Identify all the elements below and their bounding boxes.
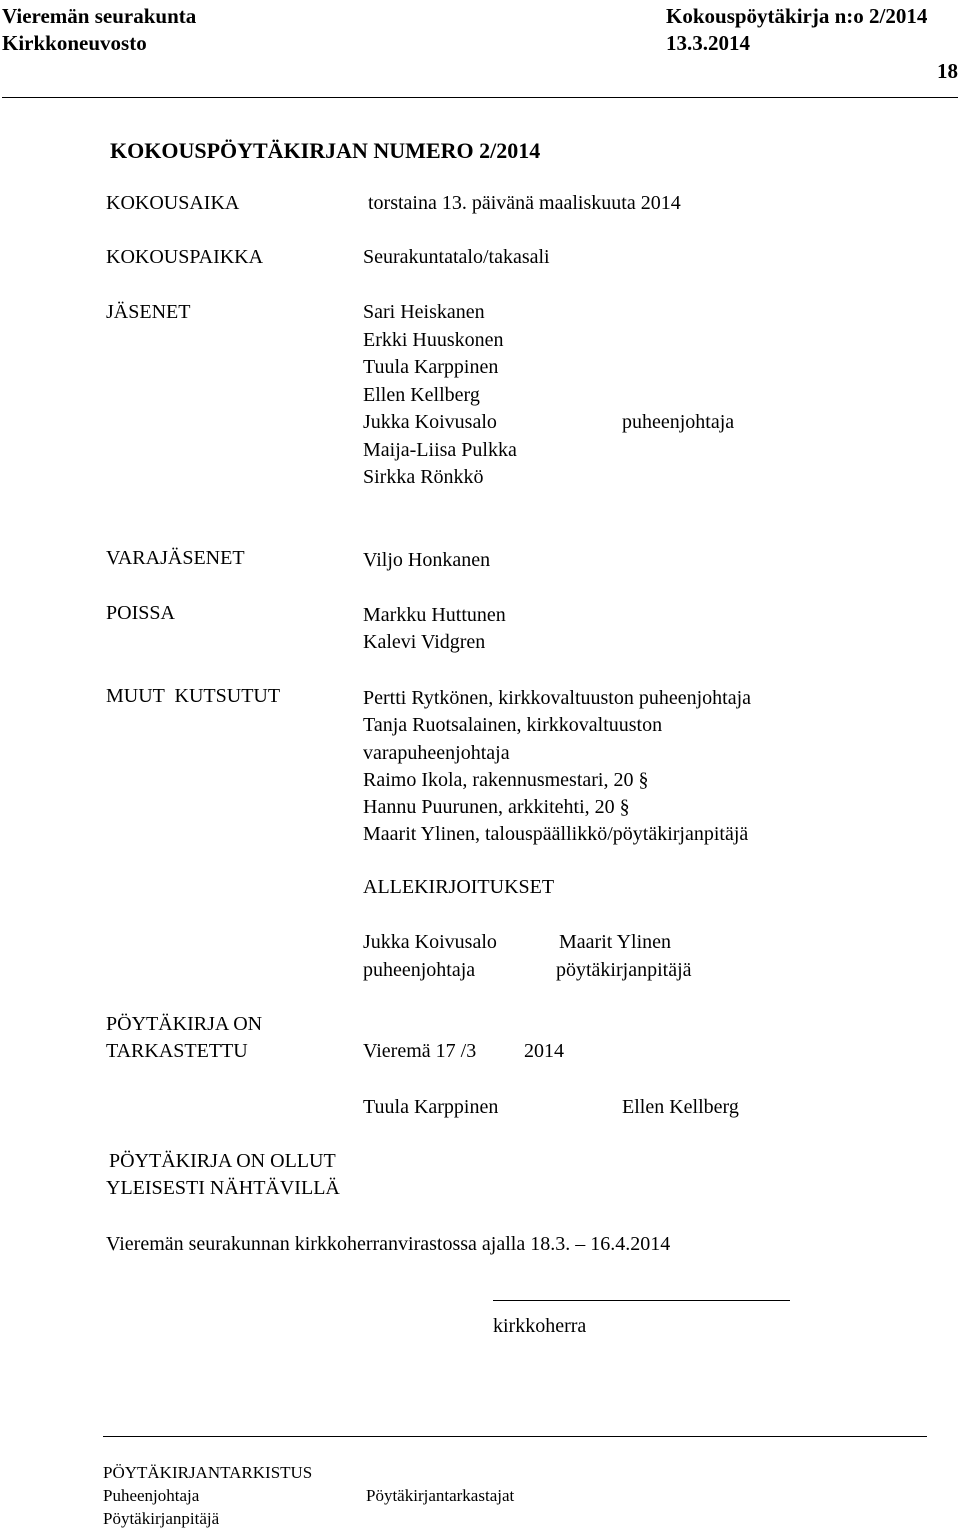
members-list: [363, 299, 517, 492]
footer-inspectors: Pöytäkirjantarkastajat: [366, 1486, 515, 1505]
absent-list: [363, 603, 506, 658]
member-name: Sari Heiskanen: [363, 301, 485, 323]
meeting-date: 13.3.2014: [666, 31, 750, 55]
minutes-number: Kokouspöytäkirja n:o 2/2014: [666, 4, 928, 28]
header-rule: [2, 97, 958, 98]
absent-label: POISSA: [106, 602, 175, 624]
footer-heading: PÖYTÄKIRJANTARKISTUS: [103, 1463, 313, 1482]
display-label-line2: YLEISESTI NÄHTÄVILLÄ: [106, 1177, 340, 1199]
absent-name: Kalevi Vidgren: [363, 631, 486, 654]
member-name: Tuula Karppinen: [363, 356, 499, 378]
signatures-heading: ALLEKIRJOITUKSET: [363, 876, 555, 898]
invited-line: varapuheenjohtaja: [363, 741, 510, 764]
deputies-label: VARAJÄSENET: [106, 547, 245, 569]
inspection-place: Vieremä 17 /3: [363, 1040, 477, 1062]
page-number: 18: [937, 59, 958, 83]
invited-line: Tanja Ruotsalainen, kirkkovaltuuston: [363, 714, 663, 737]
invited-line: Maarit Ylinen, talouspäällikkö/pöytäkirjanpitäjä: [363, 823, 749, 846]
footer-secretary: Pöytäkirjanpitäjä: [103, 1509, 220, 1528]
meeting-time-label: KOKOUSAIKA: [106, 192, 240, 214]
meeting-time-value: torstaina 13. päivänä maaliskuuta 2014: [368, 192, 681, 214]
signature-2-name: Maarit Ylinen: [559, 931, 672, 953]
signature-line: [493, 1300, 790, 1301]
inspector-1: Tuula Karppinen: [363, 1096, 499, 1118]
invited-line: Raimo Ikola, rakennusmestari, 20 §: [363, 768, 649, 791]
absent-name: Markku Huttunen: [363, 604, 506, 626]
member-name: Erkki Huuskonen: [363, 328, 504, 351]
member-name: Ellen Kellberg: [363, 383, 480, 406]
body-name: Kirkkoneuvosto: [2, 31, 147, 55]
others-label: MUUT KUTSUTUT: [106, 685, 281, 707]
invited-line: Pertti Rytkönen, kirkkovaltuuston puheenjohtaja: [363, 687, 752, 709]
parish-name: Vieremän seurakunta: [2, 4, 197, 28]
display-label-line1: PÖYTÄKIRJA ON OLLUT: [109, 1150, 336, 1172]
chair-role: puheenjohtaja: [622, 411, 735, 433]
member-name: Jukka Koivusalo: [363, 411, 497, 433]
member-name: Sirkka Rönkkö: [363, 466, 484, 488]
inspection-year: 2014: [524, 1040, 564, 1062]
display-text: Vieremän seurakunnan kirkkoherranvirastossa ajalla 18.3. – 16.4.2014: [106, 1233, 671, 1255]
footer-chair: Puheenjohtaja: [103, 1486, 200, 1505]
signature-2-role: pöytäkirjanpitäjä: [556, 959, 692, 981]
signer-role: kirkkoherra: [493, 1315, 587, 1337]
inspection-label-line2: TARKASTETTU: [106, 1040, 248, 1062]
members-label: JÄSENET: [106, 301, 191, 323]
invited-line: Hannu Puurunen, arkkitehti, 20 §: [363, 796, 630, 819]
footer-rule: [103, 1436, 927, 1437]
others-list: [363, 686, 751, 850]
inspection-label-line1: PÖYTÄKIRJA ON: [106, 1013, 263, 1035]
member-name: Maija-Liisa Pulkka: [363, 438, 517, 461]
deputy-name: Viljo Honkanen: [363, 549, 491, 571]
signature-1-name: Jukka Koivusalo: [363, 931, 497, 953]
signature-1-role: puheenjohtaja: [363, 959, 476, 981]
document-title: KOKOUSPÖYTÄKIRJAN NUMERO 2/2014: [110, 138, 541, 163]
meeting-place-value: Seurakuntatalo/takasali: [363, 246, 550, 268]
meeting-place-label: KOKOUSPAIKKA: [106, 246, 264, 268]
inspector-2: Ellen Kellberg: [622, 1096, 739, 1118]
